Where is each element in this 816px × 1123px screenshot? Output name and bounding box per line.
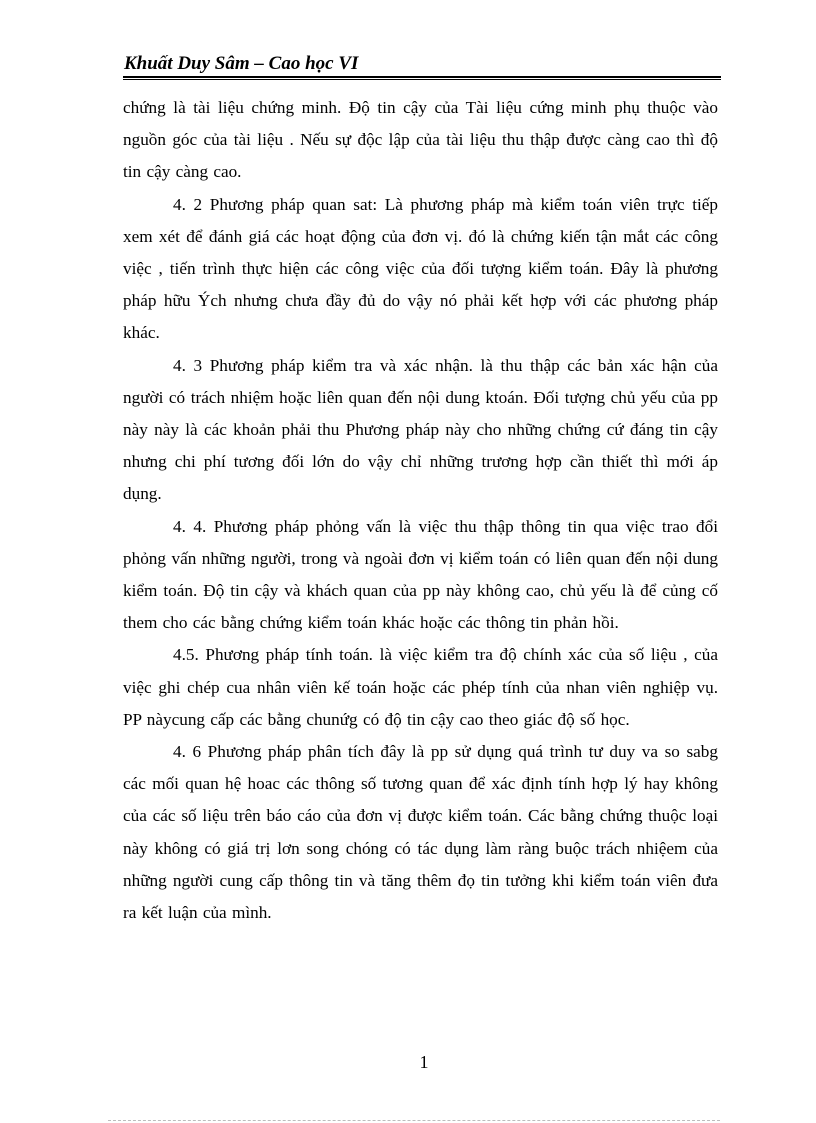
paragraph-analysis-method: 4. 6 Phương pháp phân tích đây là pp sử dụng quá trình tư duy va so sabg các mối quan hệ hoac các thông số tương quan để xác định tính hợp lý hay không của các số liệu trên báo cáo của đơn vị được kiểm toán. Các bằng chứng thuộc loại này không có giá trị lơn song chóng có tác dụng làm ràng buộc trách nhiệem của những người cung cấp thông tin và tăng thêm đọ tin tưởng khi kiểm toán viên đưa ra kết luận của mình. — [123, 742, 718, 923]
page-number: 1 — [419, 1052, 429, 1072]
paragraph-interview-method: 4. 4. Phương pháp phỏng vấn là việc thu thập thông tin qua việc trao đổi phỏng vấn những người, trong và ngoài đơn vị kiểm toán có liên quan đến nội dung kiểm toán. Độ tin cậy và khách quan của pp này không cao, chủ yếu là để củng cố them cho các bằng chứng kiểm toán khác hoặc các thông tin phản hồi. — [123, 516, 718, 633]
paragraph-continuation: chứng là tài liệu chứng minh. Độ tin cậy của Tài liệu cứng minh phụ thuộc vào nguồn góc của tài liệu . Nếu sự độc lập của tài liệu thu thập được càng cao thì độ tin cậy càng cao. — [123, 98, 718, 182]
paragraph-confirmation-method: 4. 3 Phương pháp kiểm tra và xác nhận. là thu thập các bản xác hận của người có trách nhiệm hoặc liên quan đến nội dung ktoán. Đối tượng chủ yếu của pp này này là các khoản phải thu Phương pháp này cho những chứng cứ đáng tin cậy nhưng chi phí tương đối lớn do vậy chỉ những trương hợp cần thiết thì mới áp dụng. — [123, 355, 718, 504]
paragraph-observation-method: 4. 2 Phương pháp quan sat: Là phương pháp mà kiểm toán viên trực tiếp xem xét để đánh giá các hoạt động của đơn vị. đó là chứng kiến tận mắt các công việc , tiến trình thực hiện các công việc của đối tượng kiểm toán. Đây là phương pháp hữu Ých nhưng chưa đầy đủ do vậy nó phải kết hợp với các phương pháp khác. — [123, 194, 718, 343]
body-text — [123, 92, 718, 929]
header-divider — [123, 76, 721, 80]
running-header: Khuất Duy Sâm – Cao học VI — [124, 53, 359, 74]
paragraph-calculation-method: 4.5. Phương pháp tính toán. là việc kiểm tra độ chính xác của số liệu , của việc ghi chép cua nhân viên kế toán hoặc các phép tính của nhan viên nghiệp vụ. PP nàycung cấp các bằng chunứg có độ tin cậy cao theo giác độ số học. — [123, 645, 718, 729]
page-bottom-divider — [108, 1120, 720, 1121]
